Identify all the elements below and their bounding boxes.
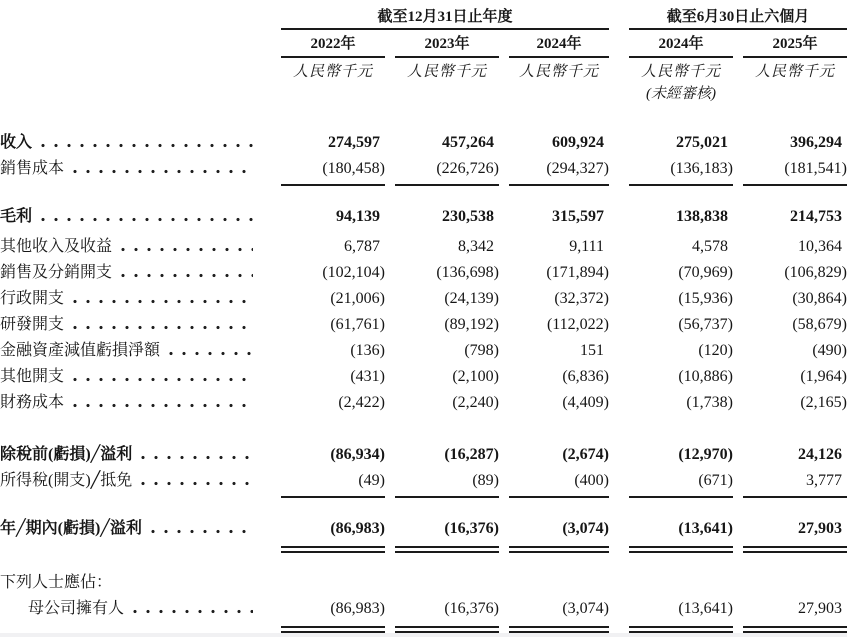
value-cell <box>281 570 385 596</box>
value-cell: (120) <box>698 342 733 359</box>
note-spacer <box>743 84 847 106</box>
value-cell: 315,597 <box>552 208 604 225</box>
value-cell: (2,240) <box>452 394 499 411</box>
currency-unit-row <box>0 60 847 84</box>
value-cell <box>743 570 847 596</box>
row-label <box>0 596 281 622</box>
dot-leader <box>121 273 253 278</box>
row-label-text: 年╱期內(虧損)╱溢利 <box>0 520 142 537</box>
row-label <box>0 364 281 390</box>
unit-label: 人民幣千元 <box>406 64 487 80</box>
unaudited-label: (未經審核) <box>646 86 716 102</box>
row-label <box>0 570 281 596</box>
value-cell: (2,674) <box>562 446 609 463</box>
value-cell: (6,836) <box>562 368 609 385</box>
period-group-annual-label: 截至12月31日止年度 <box>377 9 513 25</box>
value-cell: (24,139) <box>444 290 499 307</box>
value-cell: 609,924 <box>552 134 604 151</box>
value-cell: (12,970) <box>678 446 733 463</box>
row-label <box>0 130 281 156</box>
value-cell: (226,726) <box>395 156 499 182</box>
value-cell: (86,983) <box>281 596 385 622</box>
value-cell <box>629 570 733 596</box>
value-cell: (16,376) <box>395 596 499 622</box>
value-cell: (56,737) <box>678 316 733 333</box>
row-label-text: 銷售及分銷開支 <box>0 264 113 281</box>
value-cell: 4,578 <box>692 238 728 255</box>
table-row <box>0 570 847 596</box>
table-row <box>0 364 847 390</box>
row-label-text: 銷售成本 <box>0 160 65 177</box>
period-group-row <box>0 6 847 30</box>
label-column-spacer <box>0 84 281 106</box>
value-cell: (30,864) <box>792 290 847 307</box>
value-cell: (21,006) <box>330 290 385 307</box>
row-label-text: 收入 <box>0 134 33 151</box>
label-column-spacer <box>0 6 281 30</box>
value-cell: 10,364 <box>798 238 842 255</box>
table-header <box>0 6 847 106</box>
group-gap <box>609 6 629 30</box>
row-label <box>0 234 281 260</box>
value-cell <box>509 570 609 596</box>
note-spacer <box>509 84 609 106</box>
table-row <box>0 312 847 338</box>
table-row <box>0 286 847 312</box>
value-cell: (16,376) <box>395 516 499 542</box>
dot-leader <box>141 481 253 486</box>
value-cell: (10,886) <box>678 368 733 385</box>
dot-leader <box>141 455 253 460</box>
table-row <box>0 468 847 494</box>
table-row <box>0 130 847 156</box>
row-label <box>0 390 281 416</box>
value-cell: (112,022) <box>546 316 609 333</box>
dot-leader <box>73 377 253 382</box>
dot-leader <box>73 325 253 330</box>
value-cell: 6,787 <box>344 238 380 255</box>
value-cell: (2,100) <box>452 368 499 385</box>
unit-label: 人民幣千元 <box>292 64 373 80</box>
value-cell: (102,104) <box>322 264 385 281</box>
dot-leader <box>169 351 253 356</box>
row-label-text: 其他收入及收益 <box>0 238 113 255</box>
year-column-header: 2024年 <box>629 34 733 58</box>
table-row <box>0 204 847 230</box>
value-cell: (2,165) <box>800 394 847 411</box>
value-cell: 27,903 <box>743 596 847 622</box>
note-spacer <box>281 84 385 106</box>
table-row <box>0 516 847 542</box>
table-row <box>0 156 847 182</box>
row-label-text: 其他開支 <box>0 368 65 385</box>
table-row <box>0 260 847 286</box>
value-cell: (49) <box>281 468 385 494</box>
table-row <box>0 596 847 622</box>
dot-leader <box>41 143 253 148</box>
dot-leader <box>73 403 253 408</box>
row-label-text: 除稅前(虧損)╱溢利 <box>0 446 133 463</box>
value-cell: (1,964) <box>800 368 847 385</box>
period-group-interim <box>629 6 847 30</box>
page-bottom-edge <box>0 633 847 637</box>
row-label <box>0 204 281 230</box>
value-cell: 230,538 <box>442 208 494 225</box>
dot-leader <box>151 529 253 534</box>
row-label-text: 金融資產減值虧損淨額 <box>0 342 161 359</box>
year-column-header: 2024年 <box>509 34 609 58</box>
value-cell: (3,074) <box>509 596 609 622</box>
value-cell: (13,641) <box>629 596 733 622</box>
value-cell: 275,021 <box>676 134 728 151</box>
value-cell: (294,327) <box>509 156 609 182</box>
value-cell: (171,894) <box>546 264 609 281</box>
value-cell: (798) <box>464 342 499 359</box>
value-cell: (86,934) <box>330 446 385 463</box>
dot-leader <box>121 583 253 588</box>
value-cell: 151 <box>580 342 604 359</box>
value-cell: (136,183) <box>629 156 733 182</box>
value-cell: (136) <box>350 342 385 359</box>
table-row <box>0 390 847 416</box>
row-label-text: 所得稅(開支)╱抵免 <box>0 472 133 489</box>
unit-label: 人民幣千元 <box>754 64 835 80</box>
row-label-text: 研發開支 <box>0 316 65 333</box>
year-column-header: 2023年 <box>395 34 499 58</box>
row-label-text: 下列人士應佔： <box>0 574 113 591</box>
dot-leader <box>73 299 253 304</box>
period-group-interim-label: 截至6月30日止六個月 <box>666 9 810 25</box>
value-cell: (180,458) <box>281 156 385 182</box>
value-cell: 396,294 <box>790 134 842 151</box>
label-column-spacer <box>0 60 281 84</box>
value-cell: (490) <box>812 342 847 359</box>
value-cell <box>395 570 499 596</box>
value-cell: 3,777 <box>743 468 847 494</box>
year-column-header: 2025年 <box>743 34 847 58</box>
value-cell: (3,074) <box>509 516 609 542</box>
row-label-text: 毛利 <box>0 208 33 225</box>
table-row <box>0 234 847 260</box>
row-label <box>0 260 281 286</box>
value-cell: 138,838 <box>676 208 728 225</box>
value-cell: (70,969) <box>678 264 733 281</box>
row-label <box>0 468 281 494</box>
value-cell: (16,287) <box>444 446 499 463</box>
value-cell: (58,679) <box>792 316 847 333</box>
dot-leader <box>73 169 253 174</box>
value-cell: (400) <box>509 468 609 494</box>
row-label-text: 行政開支 <box>0 290 65 307</box>
value-cell: 457,264 <box>442 134 494 151</box>
label-column-spacer <box>0 34 281 58</box>
value-cell: 24,126 <box>798 446 842 463</box>
value-cell: (181,541) <box>743 156 847 182</box>
value-cell: (136,698) <box>436 264 499 281</box>
value-cell: (89) <box>395 468 499 494</box>
unaudited-note-row <box>0 84 847 106</box>
table-row <box>0 442 847 468</box>
value-cell: (13,641) <box>629 516 733 542</box>
value-cell: 9,111 <box>569 238 604 255</box>
value-cell: 27,903 <box>743 516 847 542</box>
row-label-text: 母公司擁有人 <box>28 600 125 617</box>
value-cell: (89,192) <box>444 316 499 333</box>
year-column-header: 2022年 <box>281 34 385 58</box>
unit-label: 人民幣千元 <box>640 64 721 80</box>
table-row <box>0 338 847 364</box>
row-label <box>0 442 281 468</box>
year-header-row <box>0 34 847 58</box>
dot-leader <box>133 609 253 614</box>
row-label <box>0 156 281 182</box>
table-body <box>0 130 847 622</box>
value-cell: 274,597 <box>328 134 380 151</box>
value-cell: (86,983) <box>281 516 385 542</box>
value-cell: (4,409) <box>562 394 609 411</box>
value-cell: (2,422) <box>338 394 385 411</box>
value-cell: (1,738) <box>686 394 733 411</box>
value-cell: (106,829) <box>784 264 847 281</box>
unit-label: 人民幣千元 <box>518 64 599 80</box>
note-spacer <box>395 84 499 106</box>
value-cell: (32,372) <box>554 290 609 307</box>
value-cell: (431) <box>350 368 385 385</box>
row-label <box>0 516 281 542</box>
value-cell: 94,139 <box>336 208 380 225</box>
value-cell: 8,342 <box>458 238 494 255</box>
dot-leader <box>41 217 253 222</box>
period-group-annual <box>281 6 609 30</box>
value-cell: (61,761) <box>330 316 385 333</box>
row-label <box>0 286 281 312</box>
row-label-text: 財務成本 <box>0 394 65 411</box>
row-label <box>0 338 281 364</box>
row-label <box>0 312 281 338</box>
value-cell: (15,936) <box>678 290 733 307</box>
value-cell: (671) <box>629 468 733 494</box>
dot-leader <box>121 247 253 252</box>
value-cell: 214,753 <box>790 208 842 225</box>
